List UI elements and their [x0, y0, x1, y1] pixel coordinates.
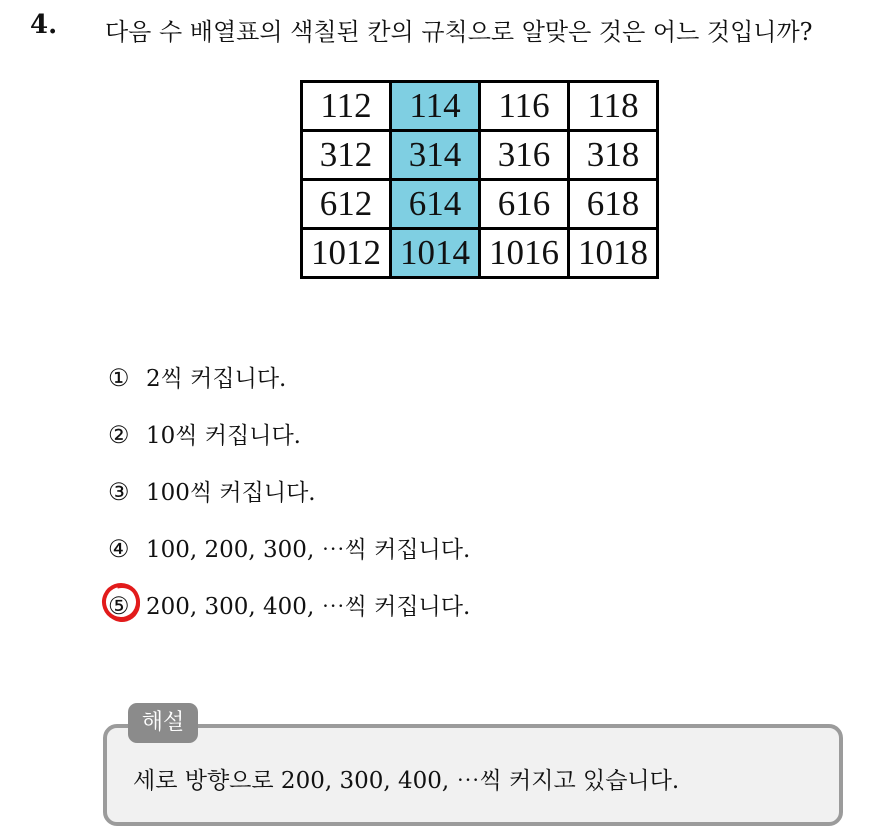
question-text: 다음 수 배열표의 색칠된 칸의 규칙으로 알맞은 것은 어느 것입니까? [105, 18, 813, 46]
choice-mark: ② [108, 421, 130, 449]
table-cell: 318 [569, 131, 658, 180]
table-row [302, 82, 658, 131]
table-cell-shaded: 314 [391, 131, 480, 180]
table-cell: 618 [569, 180, 658, 229]
table-row [302, 131, 658, 180]
table-cell: 612 [302, 180, 391, 229]
choice-mark: ① [108, 364, 130, 392]
table-cell: 316 [480, 131, 569, 180]
table-row [302, 229, 658, 278]
explanation-text: 세로 방향으로 200, 300, 400, ⋯씩 커지고 있습니다. [133, 768, 680, 794]
table-cell: 118 [569, 82, 658, 131]
question-number: 4. [30, 10, 58, 40]
choice-text: 100씩 커집니다. [146, 480, 316, 506]
table-row [302, 180, 658, 229]
explanation-label: 해설 [128, 703, 198, 743]
table-cell-shaded: 1014 [391, 229, 480, 278]
number-table [300, 80, 659, 279]
choice-mark-glyph: ⑤ [108, 592, 130, 620]
choice-3[interactable] [108, 474, 316, 507]
choice-mark: ③ [108, 478, 130, 506]
explanation-box [103, 724, 843, 826]
choice-2[interactable] [108, 417, 301, 450]
choice-mark: ④ [108, 535, 130, 563]
table-cell-shaded: 114 [391, 82, 480, 131]
table-cell: 1012 [302, 229, 391, 278]
choice-text: 2씩 커집니다. [146, 366, 287, 392]
table-cell: 112 [302, 82, 391, 131]
answer-circle-mark-stroke [97, 579, 146, 628]
choice-text: 200, 300, 400, ⋯씩 커집니다. [146, 594, 471, 620]
choice-1[interactable] [108, 360, 286, 393]
table-cell-shaded: 614 [391, 180, 480, 229]
table-cell: 1018 [569, 229, 658, 278]
table-cell: 116 [480, 82, 569, 131]
choice-text: 10씩 커집니다. [146, 423, 301, 449]
choice-5[interactable] [108, 588, 470, 621]
choice-text: 100, 200, 300, ⋯씩 커집니다. [146, 537, 471, 563]
choice-mark [108, 592, 146, 620]
table-cell: 312 [302, 131, 391, 180]
table-cell: 616 [480, 180, 569, 229]
choice-4[interactable] [108, 531, 470, 564]
table-cell: 1016 [480, 229, 569, 278]
